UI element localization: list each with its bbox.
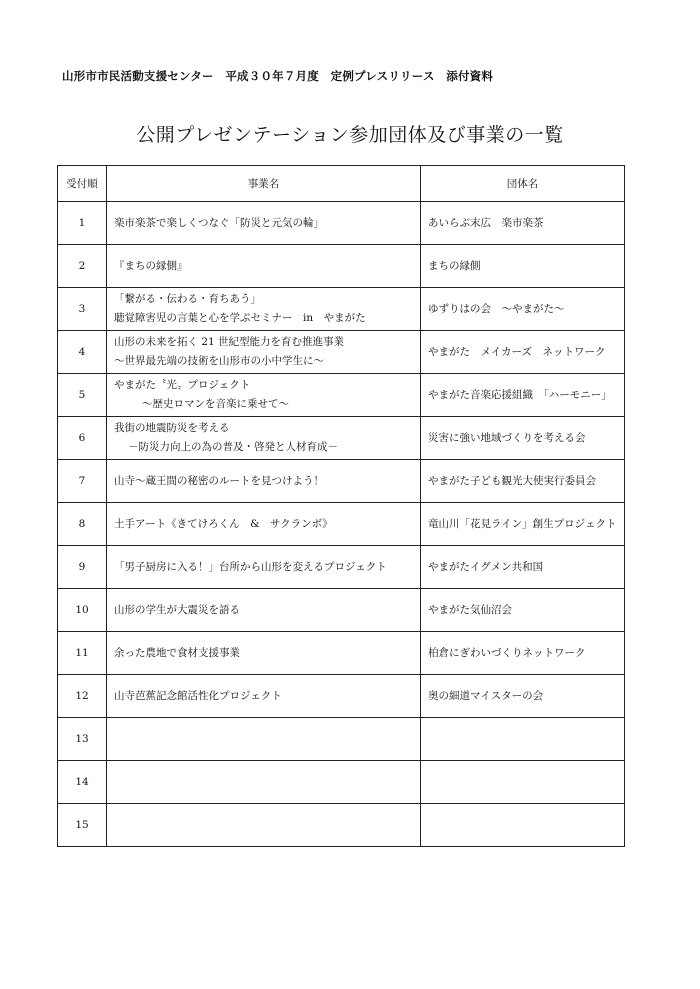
project-name	[107, 460, 421, 503]
project-line: 我街の地震防災を考える	[114, 422, 230, 434]
project-line: 山形の学生が大震災を語る	[114, 603, 240, 616]
group-name	[421, 804, 625, 847]
group-text: 竜山川「花見ライン」創生プロジェクト	[428, 517, 617, 530]
row-number: 11	[58, 632, 107, 675]
group-name	[421, 632, 625, 675]
project-line: 土手アート《きてけろくん & サクランボ》	[114, 517, 333, 530]
row-number: 4	[58, 331, 107, 374]
project-name	[107, 675, 421, 718]
row-number: 6	[58, 417, 107, 460]
project-name	[107, 417, 421, 460]
row-number: 14	[58, 761, 107, 804]
project-line: 山寺～蔵王間の秘密のルートを見つけよう！	[114, 474, 324, 487]
group-name	[421, 503, 625, 546]
table-row	[58, 589, 625, 632]
group-text: ゆずりはの会 ～やまがた～	[428, 302, 565, 315]
project-name	[107, 761, 421, 804]
table-row	[58, 417, 625, 460]
table-row	[58, 202, 625, 245]
project-name	[107, 374, 421, 417]
project-name	[107, 245, 421, 288]
group-text: 災害に強い地域づくりを考える会	[428, 431, 586, 444]
group-text: やまがた音楽応援組織 「ハーモニー」	[428, 388, 612, 401]
group-name	[421, 675, 625, 718]
table-row	[58, 374, 625, 417]
page-title: 公開プレゼンテーション参加団体及び事業の一覧	[136, 124, 564, 146]
table-header-row	[58, 166, 625, 202]
row-number: 15	[58, 804, 107, 847]
group-name	[421, 460, 625, 503]
table-row	[58, 761, 625, 804]
group-text: あいらぶ末広 楽市楽茶	[428, 216, 544, 229]
group-name	[421, 589, 625, 632]
group-name	[421, 245, 625, 288]
group-name	[421, 718, 625, 761]
project-line: やまがた〝光〟プロジェクト	[114, 379, 251, 391]
project-line: 聴覚障害児の言葉と心を学ぶセミナー in やまがた	[114, 312, 366, 324]
row-number: 12	[58, 675, 107, 718]
group-name	[421, 417, 625, 460]
row-number: 3	[58, 288, 107, 331]
row-number: 9	[58, 546, 107, 589]
column-header-no: 受付順	[58, 166, 107, 202]
table-row	[58, 288, 625, 331]
group-text: 柏倉にぎわいづくりネットワーク	[428, 646, 586, 659]
table-row	[58, 245, 625, 288]
table-row	[58, 331, 625, 374]
project-line: －防災力向上の為の普及・啓発と人材育成－	[128, 441, 338, 453]
project-line: ～世界最先端の技術を山形市の小中学生に～	[114, 355, 324, 367]
project-name	[107, 546, 421, 589]
project-line: 余った農地で食材支援事業	[114, 646, 240, 659]
row-number: 7	[58, 460, 107, 503]
project-name	[107, 589, 421, 632]
project-name	[107, 632, 421, 675]
group-name	[421, 202, 625, 245]
column-header-project: 事業名	[107, 166, 421, 202]
project-name	[107, 804, 421, 847]
row-number: 2	[58, 245, 107, 288]
group-name	[421, 761, 625, 804]
table-row	[58, 460, 625, 503]
group-name	[421, 288, 625, 331]
table-row	[58, 503, 625, 546]
project-line: 「男子厨房に入る！」台所から山形を変えるプロジェクト	[114, 560, 387, 573]
group-text: やまがた子ども観光大使実行委員会	[428, 474, 596, 487]
row-number: 10	[58, 589, 107, 632]
project-name	[107, 503, 421, 546]
table-row	[58, 675, 625, 718]
row-number: 1	[58, 202, 107, 245]
project-name	[107, 288, 421, 331]
table-row	[58, 718, 625, 761]
project-line: ～歴史ロマンを音楽に乗せて～	[142, 398, 289, 410]
project-line: 楽市楽茶で楽しくつなぐ「防災と元気の輪」	[114, 216, 324, 229]
group-text: やまがた メイカーズ ネットワーク	[428, 345, 606, 358]
group-text: やまがたイグメン共和国	[428, 560, 544, 573]
project-line: 山形の未来を拓く 21 世紀型能力を育む推進事業	[114, 336, 345, 348]
group-text: やまがた気仙沼会	[428, 603, 512, 616]
project-line: 山寺芭蕉記念館活性化プロジェクト	[114, 689, 282, 702]
column-header-group: 団体名	[421, 166, 625, 202]
group-text: まちの縁側	[428, 259, 481, 272]
project-name	[107, 202, 421, 245]
document-header: 山形市市民活動支援センター 平成３０年７月度 定例プレスリリース 添付資料	[62, 69, 494, 83]
group-name	[421, 331, 625, 374]
row-number: 13	[58, 718, 107, 761]
table-row	[58, 804, 625, 847]
row-number: 5	[58, 374, 107, 417]
project-name	[107, 718, 421, 761]
table-row	[58, 632, 625, 675]
project-line: 「繋がる・伝わる・育ちあう」	[114, 293, 261, 305]
table-row	[58, 546, 625, 589]
group-name	[421, 546, 625, 589]
participant-table	[57, 165, 625, 847]
project-name	[107, 331, 421, 374]
row-number: 8	[58, 503, 107, 546]
group-text: 奥の細道マイスターの会	[428, 689, 544, 702]
group-name	[421, 374, 625, 417]
project-line: 『まちの縁側』	[114, 259, 188, 272]
